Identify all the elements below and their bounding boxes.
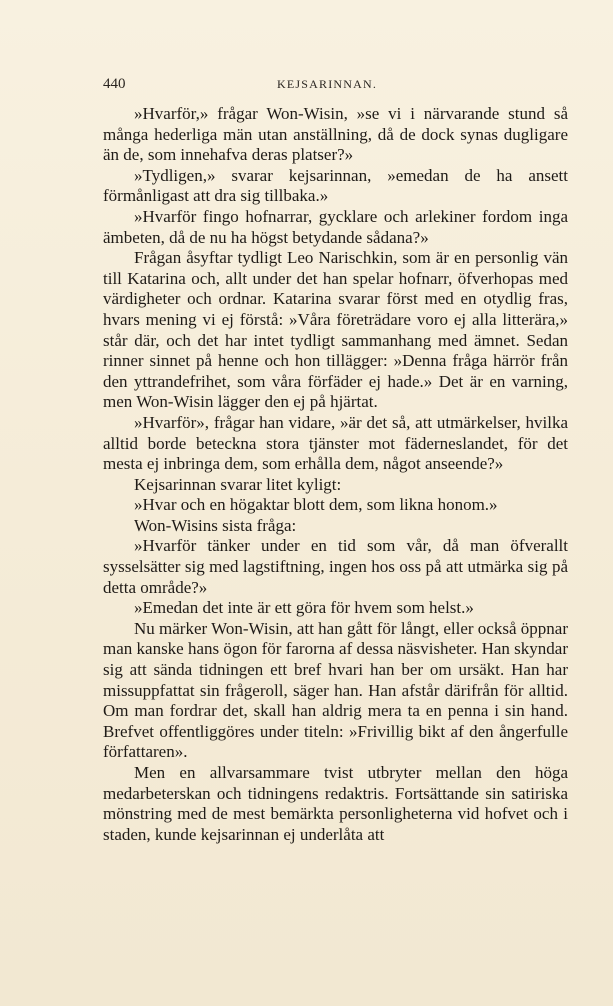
body-text (103, 104, 568, 845)
paragraph: »Hvarför,» frågar Won-Wisin, »se vi i närvarande stund så många hederliga män utan anställning, då de dock synas dugligare än de, som innehafva deras platser?» (103, 104, 568, 165)
page-number: 440 (103, 76, 126, 92)
paragraph: »Tydligen,» svarar kejsarinnan, »emedan de ha ansett förmånligast att dra sig tillbaka.» (103, 165, 568, 206)
paragraph: Frågan åsyftar tydligt Leo Narischkin, som är en personlig vän till Katarina och, allt under det han spelar hofnarr, öfverhopas med värdigheter och ordnar. Katarina svarar först med en otydlig fras, hvars mening vi ej förstå: »Våra företrädare voro ej alla litterära,» står där, och det har intet tydligt sammanhang med ämnet. Sedan rinner sinnet på henne och hon tillägger: »Denna fråga härrör från den yttrandefrihet, som våra förfäder ej hade.» Det är en varning, men Won-Wisin lägger den ej på hjärtat. (103, 248, 568, 412)
paragraph: Won-Wisins sista fråga: (134, 515, 297, 535)
running-title: KEJSARINNAN. (277, 77, 378, 91)
paragraph: Kejsarinnan svarar litet kyligt: (134, 474, 342, 494)
paragraph: Nu märker Won-Wisin, att han gått för långt, eller också öppnar man kanske hans ögon för farorna af dessa näsvisheter. Han skyndar sig att sända tidningen ett bref hvari han ber om ursäkt. Han har missuppfattat sin frågeroll, säger han. Han afstår därifrån för alltid. Om man fordrar det, skall han aldrig mera ta en penna i sin hand. Brefvet offentliggöres under titeln: »Frivillig bikt af den ångerfulle författaren». (103, 618, 568, 762)
paragraph: »Hvarför fingo hofnarrar, gycklare och arlekiner fordom inga ämbeten, då de nu ha högst betydande sådana?» (103, 206, 568, 247)
page-header (103, 76, 568, 96)
paragraph: »Hvar och en högaktar blott dem, som likna honom.» (134, 495, 498, 515)
paragraph: Men en allvarsammare tvist utbryter mellan den höga medarbeterskan och tidningens redaktris. Fortsättande sin satiriska mönstring med de mest bemärkta personligheterna vid hofvet och i staden, kunde kejsarinnan ej underlåta att (103, 763, 568, 844)
paragraph: »Hvarför tänker under en tid som vår, då man öfverallt sysselsätter sig med lagstiftning, ingen hos oss på att utmärka sig på detta område?» (103, 536, 568, 597)
paragraph: »Hvarför», frågar han vidare, »är det så, att utmärkelser, hvilka alltid borde beteckna stora tjänster mot fäderneslandet, för det mesta ej inbringa dem, som erhålla dem, något anseende?» (103, 412, 568, 474)
paragraph: »Emedan det inte är ett göra för hvem som helst.» (134, 598, 474, 618)
